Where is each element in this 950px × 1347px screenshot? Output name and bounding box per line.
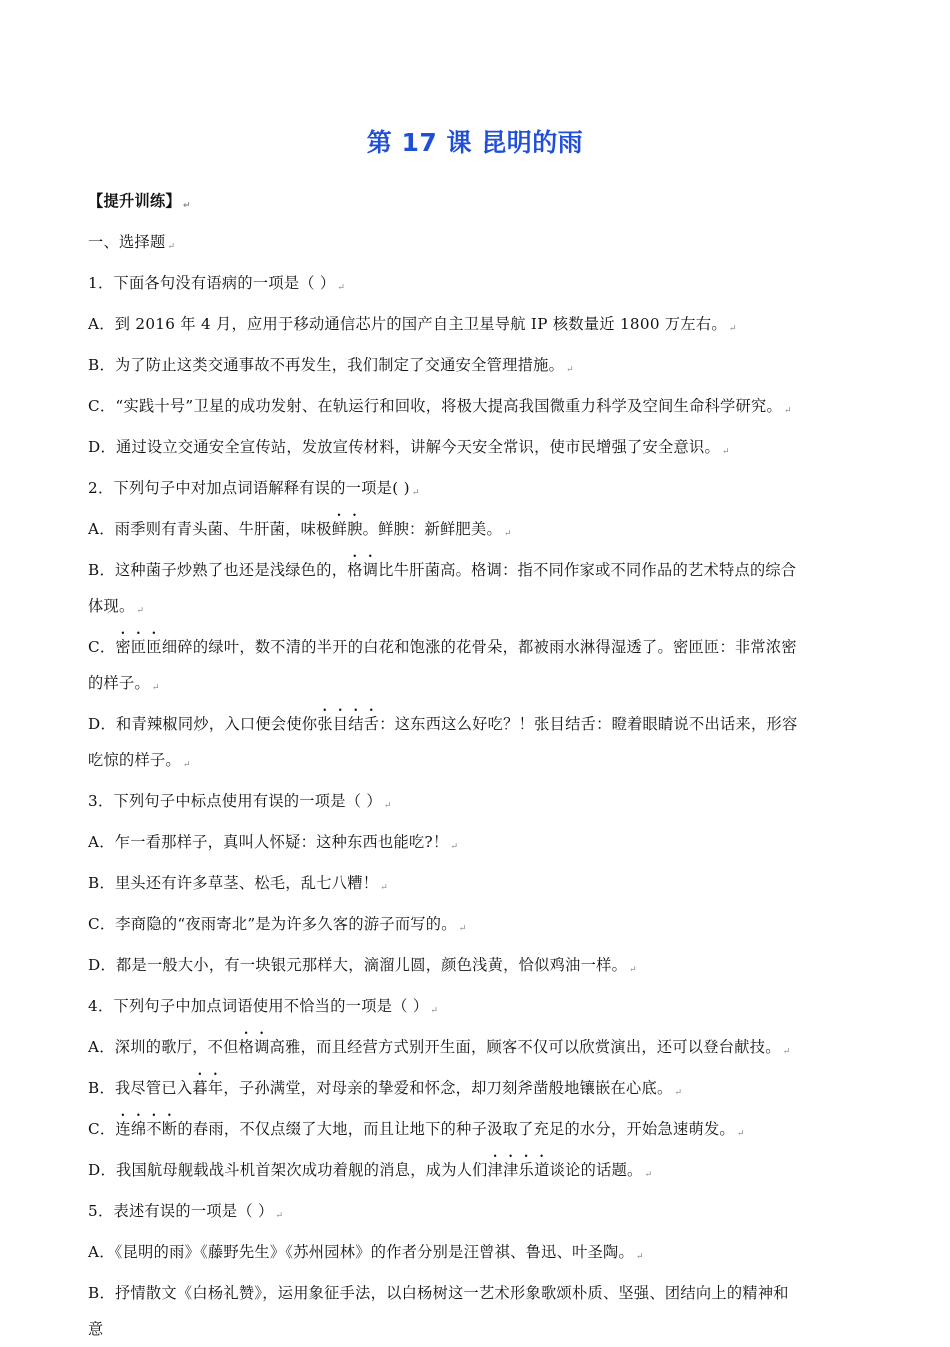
paragraph-mark-icon: ↵ [450,842,459,852]
option-text: 细碎的绿叶，数不清的半开的白花和饱涨的花骨朵，都被雨水淋得湿透了。密匝匝：非常浓密 [161,638,797,656]
option-text: C．“实践十号”卫星的成功发射、在轨运行和回收，将极大提高我国微重力科学及空间生命科学研究。 [88,397,783,415]
option-text: B．为了防止这类交通事故不再发生，我们制定了交通安全管理措施。 [88,356,565,374]
option-text: ，子孙满堂，对母亲的挚爱和怀念，却刀刻斧凿般地镶嵌在心底。 [223,1079,673,1097]
emphasized-word: 格调 [238,1038,270,1056]
question-2-option-d-continued [88,742,858,783]
question-1-option-a [88,306,858,347]
paragraph-mark-icon: ↵ [383,801,392,811]
option-text: 体现。 [88,597,135,615]
question-5-stem [88,1193,858,1234]
option-text: D．我国航母舰载战斗机首架次成功着舰的消息，成为人们 [88,1161,488,1179]
question-1-option-b [88,347,858,388]
option-text: B．这种菌子炒熟了也还是浅绿色的， [88,561,348,579]
question-4-option-c [88,1111,858,1152]
page-title: 第 17 课 昆明的雨 [366,128,584,157]
paragraph-mark-icon: ↵ [136,606,145,616]
question-2-option-a [88,511,858,552]
option-text: ：这东西这么好吃？！张目结舌：瞪着眼睛说不出话来，形容 [379,715,798,733]
paragraph-mark-icon: ↵ [736,1129,745,1139]
question-2-option-c [88,629,858,665]
paragraph-mark-icon: ↵ [151,683,160,693]
paragraph-mark-icon: ↵ [182,760,191,770]
question-3-option-c [88,906,858,947]
option-text: 。鲜腴：新鲜肥美。 [362,520,502,538]
paragraph-mark-icon: ↵ [636,1252,644,1262]
option-text: C． [88,1120,116,1138]
paragraph-mark-icon: ↵ [182,201,191,211]
question-4-stem [88,988,858,1029]
option-text: A．雨季则有青头菌、牛肝菌，味极 [88,520,332,538]
paragraph-mark-icon: ↵ [629,965,637,975]
question-3-option-d [88,947,858,988]
paragraph-mark-icon: ↵ [674,1088,683,1098]
option-text: D．都是一般大小，有一块银元那样大，滴溜儿圆，颜色浅黄，恰似鸡油一样。 [88,956,628,974]
question-1-option-d [88,429,858,470]
option-text: 高雅，而且经营方式别开生面，顾客不仅可以欣赏演出，还可以登台献技。 [269,1038,781,1056]
option-text: B．我尽管已入 [88,1079,193,1097]
question-2-option-d [88,706,858,742]
option-text: A．深圳的歌厅，不但 [88,1038,239,1056]
option-text: A．乍一看那样子，真叫人怀疑：这种东西也能吃?！ [88,833,449,851]
emphasized-word: 张目结舌 [317,715,380,733]
question-5-option-b-continued [88,1311,858,1347]
paragraph-mark-icon: ↵ [721,447,730,457]
document-body [88,183,858,1347]
paragraph-mark-icon: ↵ [784,406,792,416]
paragraph-mark-icon: ↵ [411,488,420,498]
question-4-option-a [88,1029,858,1070]
emphasized-word: 密匝匝 [115,638,162,656]
paragraph-mark-icon: ↵ [566,365,574,375]
option-text: B．抒情散文《白杨礼赞》，运用象征手法，以白杨树这一艺术形象歌颂朴质、坚强、团结向上的精神和 [88,1284,789,1302]
option-text: 的样子。 [88,674,150,692]
option-text: D．通过设立交通安全宣传站，发放宣传材料，讲解今天安全常识，使市民增强了安全意识。 [88,438,720,456]
question-text: 3．下列句子中标点使用有误的一项是（ ） [88,792,382,810]
question-text: 5．表述有误的一项是（ ） [88,1202,274,1220]
emphasized-word: 格调 [347,561,379,579]
paragraph-mark-icon: ↵ [782,1047,791,1057]
option-text: 吃惊的样子。 [88,751,181,769]
option-text: 意 [88,1320,104,1338]
paragraph-mark-icon: ↵ [337,283,346,293]
emphasized-word: 连绵不断 [115,1120,178,1138]
paragraph-mark-icon: ↵ [275,1211,284,1221]
option-text: A．《昆明的雨》《藤野先生》《苏州园林》的作者分别是汪曾祺、鲁迅、叶圣陶。 [88,1243,635,1261]
section-heading-text: 【提升训练】 [88,192,181,210]
question-4-option-b [88,1070,858,1111]
question-5-option-b [88,1275,858,1311]
question-2-option-c-continued [88,665,858,706]
question-3-option-b [88,865,858,906]
question-text: 4．下列句子中加点词语使用不恰当的一项是（ ） [88,997,429,1015]
paragraph-mark-icon: ↵ [380,883,389,893]
option-text: 谈论的话题。 [549,1161,643,1179]
question-4-option-d [88,1152,858,1193]
question-text: 2．下列句子中对加点词语解释有误的一项是( ) [88,479,410,497]
option-text: C．李商隐的“夜雨寄北”是为许多久客的游子而写的。 [88,915,457,933]
paragraph-mark-icon: ↵ [644,1170,653,1180]
emphasized-word: 津津乐道 [487,1161,550,1179]
question-3-stem [88,783,858,824]
section-heading [88,183,858,224]
option-text: 的春雨，不仅点缀了大地，而且让地下的种子汲取了充足的水分，开始急速萌发。 [177,1120,735,1138]
paragraph-mark-icon: ↵ [167,242,176,252]
question-text: 1．下面各句没有语病的一项是（ ） [88,274,336,292]
option-text: C． [88,638,116,656]
emphasized-word: 暮年 [192,1079,224,1097]
option-text: D．和青辣椒同炒，入口便会使你 [88,715,318,733]
paragraph-mark-icon: ↵ [430,1006,439,1016]
part-heading [88,224,858,265]
question-3-option-a [88,824,858,865]
option-text: 比牛肝菌高。格调：指不同作家或不同作品的艺术特点的综合 [378,561,797,579]
question-2-option-b-continued [88,588,858,629]
question-1-option-c [88,388,858,429]
question-2-stem [88,470,858,511]
paragraph-mark-icon: ↵ [728,324,737,334]
part-heading-text: 一、选择题 [88,233,166,251]
paragraph-mark-icon: ↵ [503,529,512,539]
option-text: A．到 2016 年 4 月，应用于移动通信芯片的国产自主卫星导航 IP 核数量近 1800 万左右。 [88,315,727,333]
emphasized-word: 鲜腴 [331,520,363,538]
question-2-option-b [88,552,858,588]
question-1-stem [88,265,858,306]
paragraph-mark-icon: ↵ [458,924,467,934]
question-5-option-a [88,1234,858,1275]
option-text: B．里头还有许多草茎、松毛，乱七八糟！ [88,874,379,892]
